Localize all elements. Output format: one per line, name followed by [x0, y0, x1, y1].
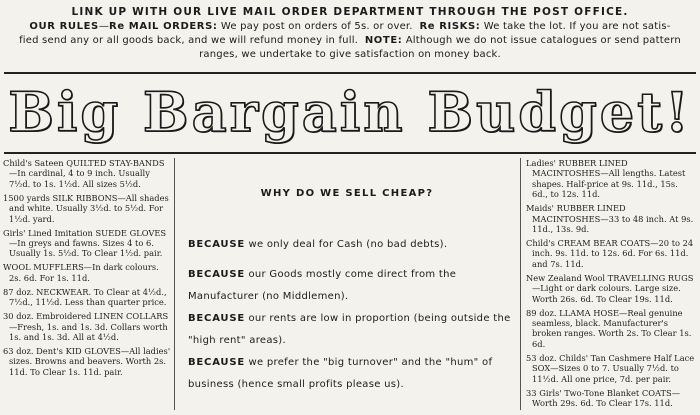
rules-title: OUR RULES [29, 21, 99, 32]
list-item: WOOL MUFFLERS—In dark colours. 2s. 6d. For 1s. 11d. [3, 262, 159, 283]
answer-lead: BECAUSE [188, 357, 245, 368]
list-item: 33 Girls' Two-Tone Blanket COATS—Worth 29s. 6d. To Clear 17s. 11d. [526, 387, 681, 409]
rules-block [0, 20, 700, 62]
rules-risk-text: We take the lot. If you are not satis- [483, 21, 671, 32]
answer-item [188, 352, 518, 396]
list-item: 89 doz. LLAMA HOSE—Real genuine seamless, black. Manufacturer's broken ranges. Worth 2s. To Clear 1s. 6d. [526, 307, 692, 349]
list-item: 63 doz. Dent's KID GLOVES—All ladies' sizes. Browns and beavers. Worth 2s. 11d. To Clear 1s. 11d. pair. [3, 346, 171, 377]
list-item: New Zealand Wool TRAVELLING RUGS—Light or dark colours. Large size. Worth 26s. 6d. To Clear 19s. 11d. [526, 272, 694, 304]
headline: Big Bargain Budget! [8, 80, 692, 144]
header-line-1: LINK UP WITH OUR LIVE MAIL ORDER DEPARTMENT THROUGH THE POST OFFICE. [71, 6, 629, 18]
list-item: 53 doz. Childs' Tan Cashmere Half Lace SOX—Sizes 0 to 7. Usually 7½d. to 11½d. All one price, 7d. per pair. [526, 352, 695, 384]
rules-line-1: OUR RULES—Re MAIL ORDERS: We pay post on orders of 5s. or over. Re RISKS: We take the lot. If you are not satis- [29, 21, 671, 32]
left-column-divider [174, 158, 175, 410]
list-item: Ladies' RUBBER LINED MACINTOSHES—All lengths. Latest shapes. Half-price at 9s. 11d., 15s. 6d., to 12s. 11d. [526, 158, 686, 200]
answer-text: we only deal for Cash (no bad debts). [248, 239, 448, 250]
answer-item [188, 308, 518, 352]
list-item: 87 doz. NECKWEAR. To Clear at 4½d., 7½d., 11½d. Less than quarter price. [3, 286, 167, 308]
answer-lead: BECAUSE [188, 313, 245, 324]
left-column [3, 158, 172, 381]
list-item: Girls' Lined Imitation SUEDE GLOVES—In greys and fawns. Sizes 4 to 6. Usually 1s. 5½d. To Clear 1½d. pair. [3, 227, 167, 259]
note-label: NOTE: [364, 35, 403, 46]
answer-lead: BECAUSE [188, 239, 245, 250]
list-item: 30 doz. Embroidered LINEN COLLARS—Fresh, 1s. and 1s. 3d. Collars worth 1s. and 1s. 3d. All at 4½d. [3, 311, 169, 343]
note-text: Although we do not issue catalogues or send pattern [405, 35, 681, 46]
question-heading: WHY DO WE SELL CHEAP? [260, 188, 434, 199]
answer-text: our rents are low in proportion (being outside the "high rent" areas). [188, 313, 511, 346]
right-column [526, 158, 696, 412]
list-item: 1500 yards SILK RIBBONS—All shades and white. Usually 3½d. to 5½d. For 1½d. yard. [3, 192, 169, 224]
rules-mail-text: We pay post on orders of 5s. or over. [220, 21, 413, 32]
list-item: Child's Sateen QUILTED STAY-BANDS—In cardinal, 4 to 9 inch. Usually 7½d. to 1s. 1½d. All sizes 5½d. [3, 158, 165, 189]
rules-line-2-text: fied send any or all goods back, and we will refund money in full. [19, 35, 359, 46]
headline-divider [4, 152, 696, 154]
answer-text: we prefer the "big turnover" and the "hum" of business (hence small profits please us). [188, 357, 493, 390]
list-item: Maids' RUBBER LINED MACINTOSHES—33 to 48 inch. At 9s. 11d., 13s. 9d. [526, 203, 694, 235]
rules-mail-label: Re MAIL ORDERS: [109, 21, 218, 32]
answer-item [188, 234, 518, 256]
rules-risk-label: Re RISKS: [419, 21, 481, 32]
rules-line-3: ranges, we undertake to give satisfaction on money back. [199, 49, 501, 60]
answer-item [188, 264, 518, 308]
answer-lead: BECAUSE [188, 269, 245, 280]
right-column-divider [520, 158, 521, 410]
list-item: Child's CREAM BEAR COATS—20 to 24 inch. 9s. 11d. to 12s. 6d. For 6s. 11d. and 7s. 11d. [526, 238, 694, 269]
top-divider [4, 72, 696, 74]
answer-text: our Goods mostly come direct from the Manufacturer (no Middlemen). [188, 269, 457, 302]
rules-line-2 [0, 34, 700, 48]
